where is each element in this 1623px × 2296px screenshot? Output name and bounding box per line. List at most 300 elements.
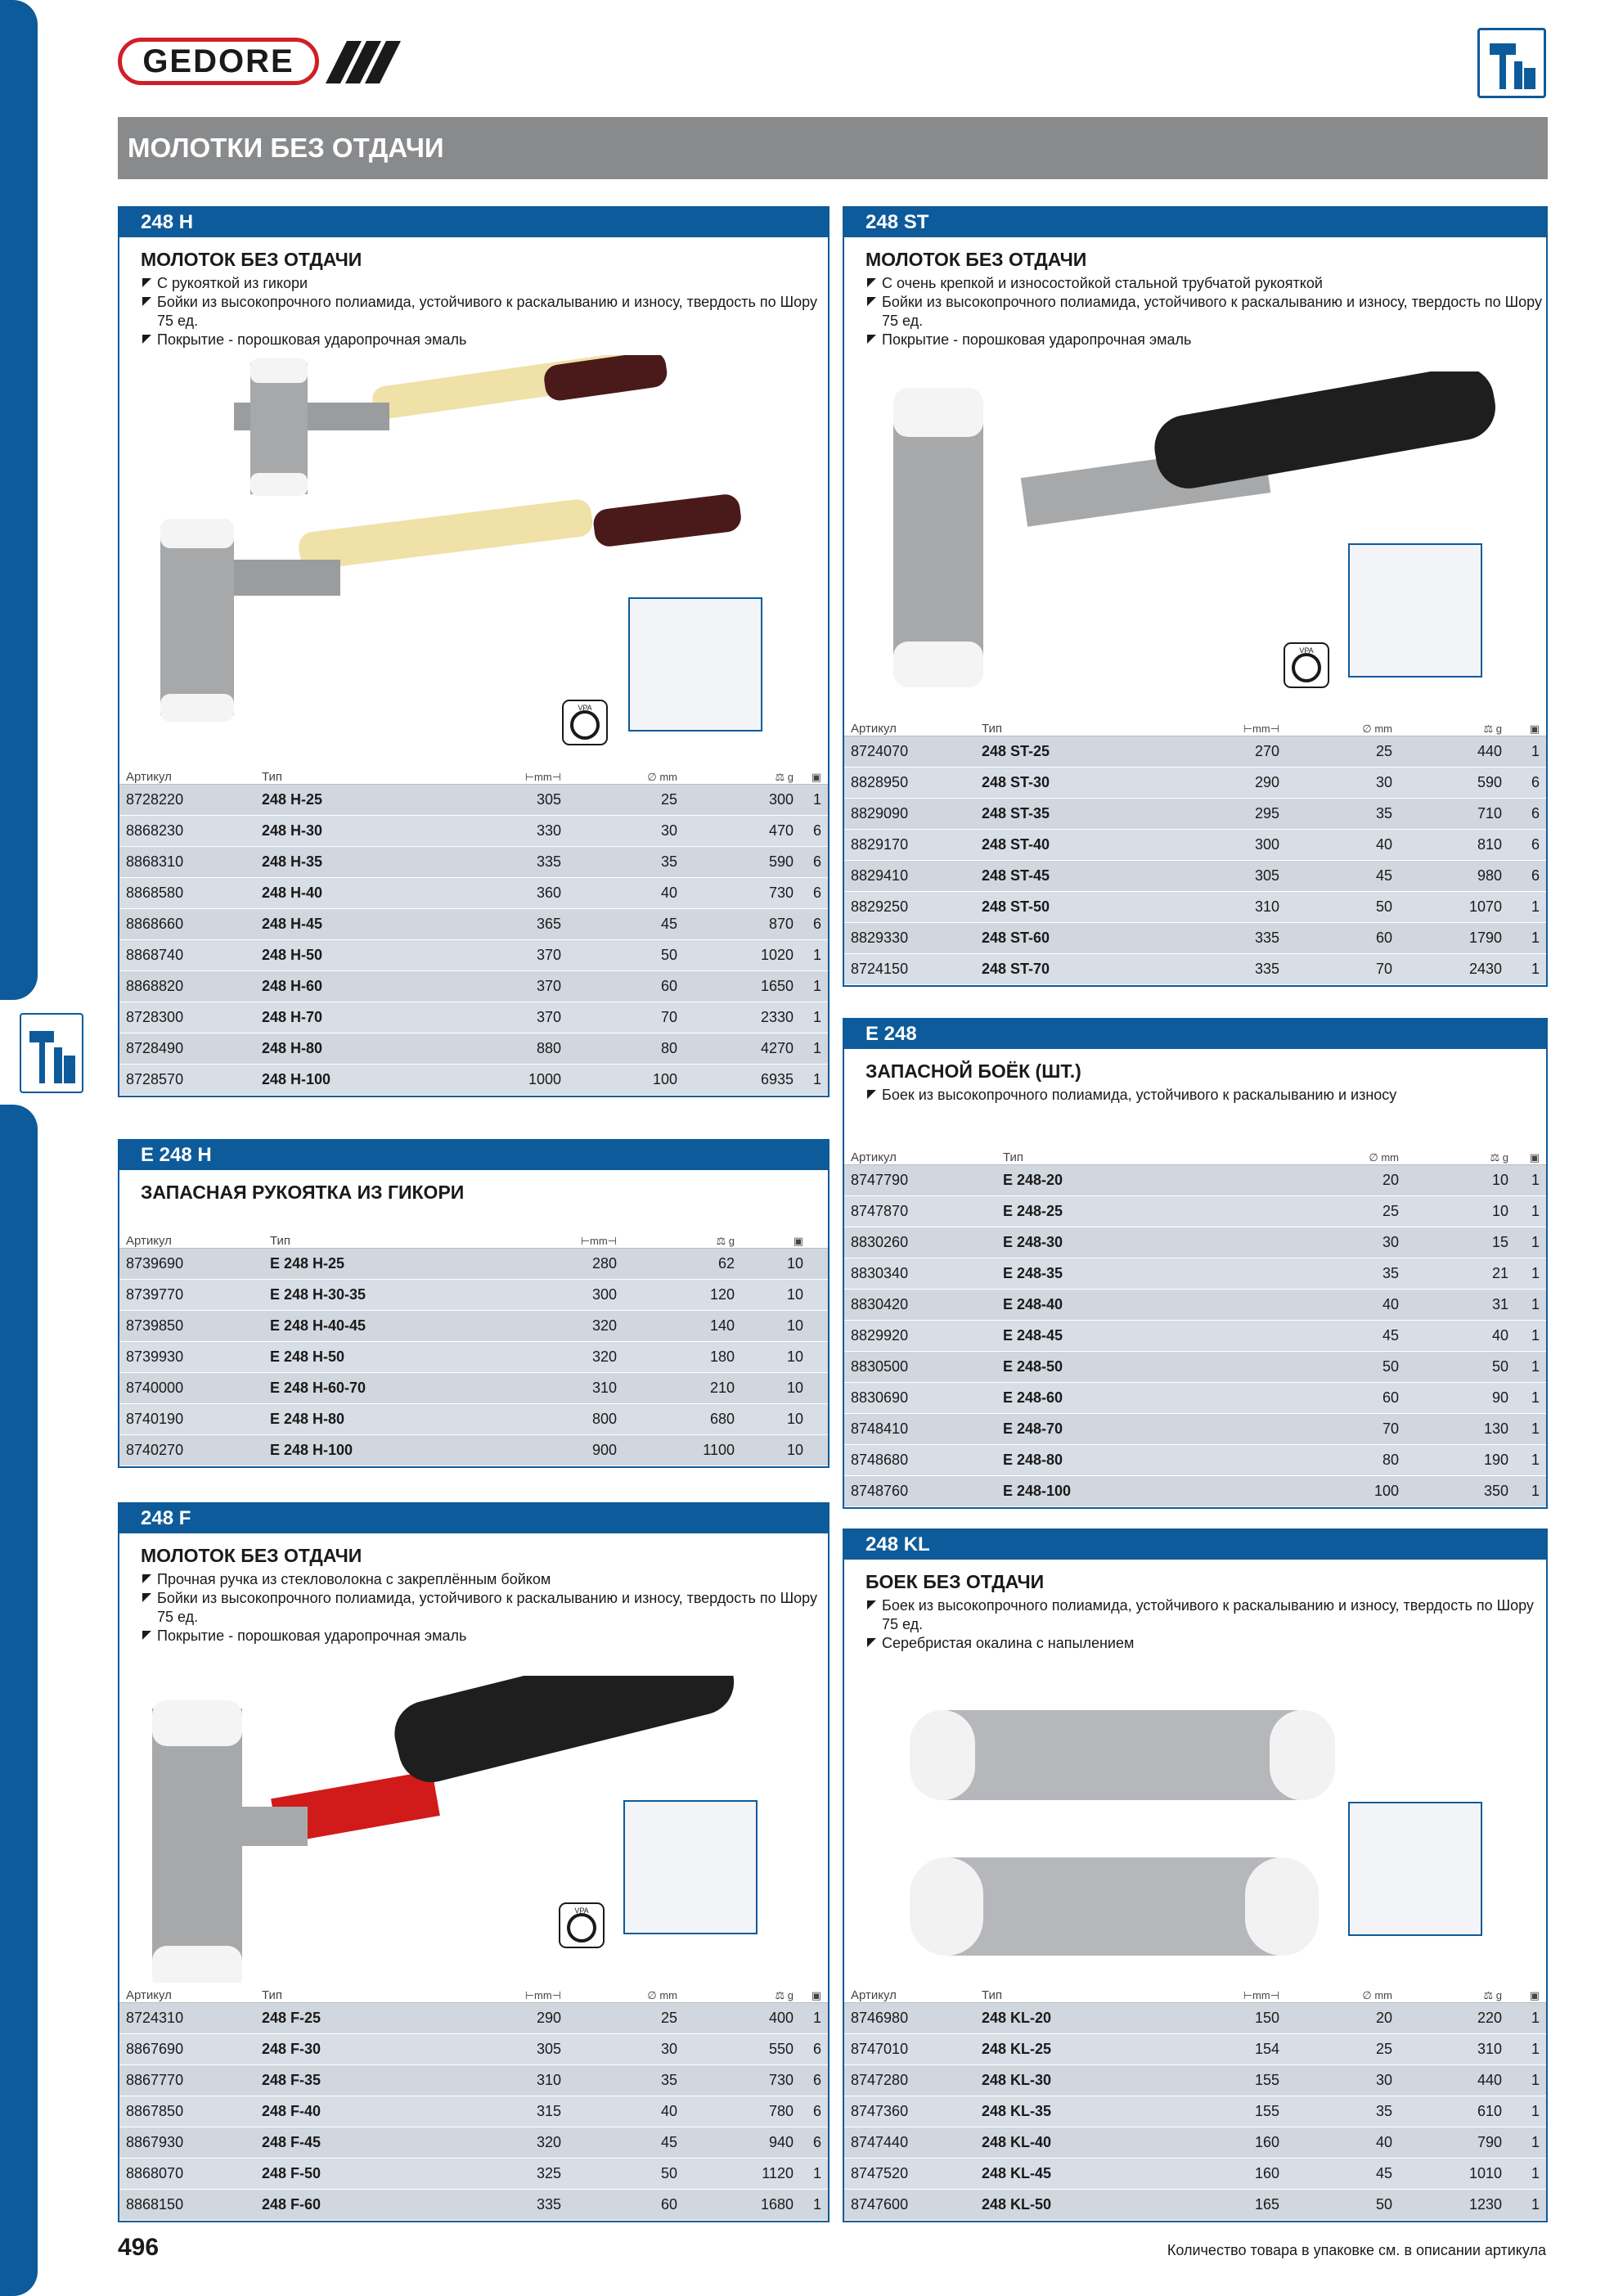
cell-type: E 248 H-80 bbox=[270, 1411, 345, 1427]
cell-wt: 15 bbox=[1491, 1234, 1508, 1250]
cell-art: 8740190 bbox=[126, 1411, 184, 1427]
cell-wt: 980 bbox=[1477, 867, 1502, 884]
cell-wt: 62 bbox=[717, 1255, 735, 1272]
cell-wt: 1070 bbox=[1468, 898, 1502, 915]
table-row bbox=[844, 954, 1546, 985]
cell-art: 8868740 bbox=[126, 947, 184, 963]
cell-len: 310 bbox=[591, 1380, 617, 1396]
feature-list bbox=[865, 1086, 1546, 1105]
cell-dia: 25 bbox=[1375, 2041, 1392, 2057]
cell-type: 248 ST-45 bbox=[982, 867, 1050, 884]
cell-dia: 30 bbox=[1375, 774, 1392, 790]
cell-dia: 70 bbox=[1382, 1420, 1399, 1437]
cell-type: 248 ST-70 bbox=[982, 961, 1050, 977]
table-row bbox=[844, 1196, 1546, 1227]
cell-art: 8829090 bbox=[851, 805, 909, 822]
cell-qty: 1 bbox=[1531, 1234, 1540, 1250]
cell-dia: 70 bbox=[1375, 961, 1392, 977]
cell-dia: 45 bbox=[660, 916, 677, 932]
cell-art: 8868150 bbox=[126, 2196, 184, 2213]
section-title: ЗАПАСНАЯ РУКОЯТКА ИЗ ГИКОРИ bbox=[141, 1182, 465, 1203]
section-248f bbox=[118, 1502, 829, 2222]
feature-list bbox=[865, 274, 1546, 349]
column-header-article: Артикул bbox=[126, 1988, 172, 2002]
cell-wt: 10 bbox=[1491, 1203, 1508, 1219]
section-code: E 248 bbox=[844, 1020, 1546, 1049]
cell-wt: 220 bbox=[1477, 2010, 1502, 2026]
cell-len: 325 bbox=[536, 2165, 561, 2181]
cell-len: 155 bbox=[1254, 2072, 1279, 2088]
column-header-type: Тип bbox=[982, 722, 1003, 736]
table-row bbox=[844, 2034, 1546, 2065]
specs-table bbox=[119, 764, 828, 1096]
cell-len: 160 bbox=[1254, 2165, 1279, 2181]
table-row bbox=[844, 861, 1546, 892]
table-row bbox=[844, 1445, 1546, 1476]
cell-wt: 440 bbox=[1477, 743, 1502, 759]
cell-type: 248 KL-35 bbox=[982, 2103, 1052, 2119]
cell-len: 330 bbox=[536, 822, 561, 839]
logo-stripes-icon bbox=[326, 41, 411, 83]
cell-qty: 6 bbox=[812, 916, 821, 932]
cell-wt: 180 bbox=[709, 1348, 735, 1365]
table-row bbox=[844, 2096, 1546, 2127]
cell-qty: 1 bbox=[1531, 1452, 1540, 1468]
cell-type: 248 KL-50 bbox=[982, 2196, 1052, 2213]
cell-qty: 1 bbox=[1531, 1358, 1540, 1375]
footer-note: Количество товара в упаковке см. в описании артикула bbox=[1167, 2242, 1546, 2258]
cell-art: 8740000 bbox=[126, 1380, 184, 1396]
cell-dia: 25 bbox=[660, 791, 677, 808]
table-row bbox=[119, 1002, 828, 1033]
cell-type: E 248-50 bbox=[1003, 1358, 1063, 1375]
column-header-type: Тип bbox=[262, 770, 283, 784]
table-row bbox=[119, 1435, 828, 1466]
cell-qty: 6 bbox=[812, 2072, 821, 2088]
pack-quantity-icon: ▣ bbox=[811, 1989, 821, 2001]
cell-type: 248 F-30 bbox=[262, 2041, 321, 2057]
cell-dia: 35 bbox=[1382, 1265, 1399, 1281]
cell-wt: 120 bbox=[709, 1286, 735, 1303]
table-row bbox=[844, 923, 1546, 954]
cell-qty: 10 bbox=[786, 1286, 803, 1303]
table-row bbox=[119, 2096, 828, 2127]
hammer-inset-image bbox=[1348, 1802, 1482, 1936]
cell-art: 8739930 bbox=[126, 1348, 184, 1365]
cell-wt: 300 bbox=[768, 791, 794, 808]
cell-len: 300 bbox=[591, 1286, 617, 1303]
column-header-article: Артикул bbox=[851, 722, 897, 736]
cell-wt: 400 bbox=[768, 2010, 794, 2026]
cell-art: 8748680 bbox=[851, 1452, 909, 1468]
cell-art: 8829920 bbox=[851, 1327, 909, 1344]
column-header-type: Тип bbox=[982, 1988, 1003, 2002]
cell-art: 8747870 bbox=[851, 1203, 909, 1219]
hammer-category-icon bbox=[1477, 28, 1546, 98]
cell-wt: 1100 bbox=[703, 1442, 735, 1458]
table-row bbox=[119, 2065, 828, 2096]
cell-type: 248 H-45 bbox=[262, 916, 323, 932]
cell-qty: 1 bbox=[1531, 2103, 1540, 2119]
feature-item: Покрытие - порошковая ударопрочная эмаль bbox=[141, 1627, 828, 1645]
table-row bbox=[844, 2159, 1546, 2190]
cell-type: E 248-70 bbox=[1003, 1420, 1063, 1437]
cell-wt: 140 bbox=[709, 1317, 735, 1334]
cell-dia: 20 bbox=[1375, 2010, 1392, 2026]
cell-wt: 2430 bbox=[1468, 961, 1502, 977]
table-row bbox=[844, 736, 1546, 768]
vpa-mark-icon bbox=[558, 1902, 605, 1949]
cell-art: 8724070 bbox=[851, 743, 909, 759]
section-title: МОЛОТОК БЕЗ ОТДАЧИ bbox=[141, 1545, 362, 1566]
cell-type: 248 H-30 bbox=[262, 822, 323, 839]
table-header-row bbox=[844, 716, 1546, 736]
cell-art: 8728570 bbox=[126, 1071, 184, 1087]
cell-len: 335 bbox=[1254, 930, 1279, 946]
diameter-icon: ∅ mm bbox=[1369, 1151, 1399, 1164]
cell-qty: 1 bbox=[812, 1009, 821, 1025]
cell-wt: 780 bbox=[768, 2103, 794, 2119]
cell-type: 248 ST-60 bbox=[982, 930, 1050, 946]
cell-len: 295 bbox=[1254, 805, 1279, 822]
cell-dia: 80 bbox=[1382, 1452, 1399, 1468]
cell-type: 248 F-50 bbox=[262, 2165, 321, 2181]
cell-type: E 248 H-30-35 bbox=[270, 1286, 366, 1303]
cell-type: E 248-40 bbox=[1003, 1296, 1063, 1312]
cell-len: 165 bbox=[1254, 2196, 1279, 2213]
cell-dia: 35 bbox=[1375, 2103, 1392, 2119]
svg-text:VPA: VPA bbox=[1299, 646, 1314, 655]
cell-qty: 1 bbox=[1531, 1327, 1540, 1344]
cell-qty: 6 bbox=[1531, 805, 1540, 822]
cell-qty: 1 bbox=[1531, 2072, 1540, 2088]
cell-wt: 1230 bbox=[1468, 2196, 1502, 2213]
table-row bbox=[119, 847, 828, 878]
cell-art: 8830690 bbox=[851, 1389, 909, 1406]
table-row bbox=[119, 1033, 828, 1065]
cell-art: 8747520 bbox=[851, 2165, 909, 2181]
cell-wt: 350 bbox=[1483, 1483, 1508, 1499]
cell-dia: 50 bbox=[1375, 898, 1392, 915]
column-header-type: Тип bbox=[270, 1234, 291, 1248]
cell-type: 248 H-50 bbox=[262, 947, 323, 963]
diameter-icon: ∅ mm bbox=[1362, 723, 1392, 735]
cell-dia: 45 bbox=[660, 2134, 677, 2150]
weight-icon: ⚖ g bbox=[716, 1235, 735, 1247]
feature-item: Бойки из высокопрочного полиамида, устойчивого к раскалыванию и износу, твердость по Шору 75 ед. bbox=[865, 293, 1546, 331]
section-248kl bbox=[843, 1528, 1548, 2222]
section-code: E 248 H bbox=[119, 1141, 828, 1170]
cell-type: 248 F-25 bbox=[262, 2010, 321, 2026]
cell-qty: 1 bbox=[812, 791, 821, 808]
cell-len: 310 bbox=[536, 2072, 561, 2088]
cell-qty: 10 bbox=[786, 1255, 803, 1272]
cell-type: 248 KL-45 bbox=[982, 2165, 1052, 2181]
table-row bbox=[119, 2003, 828, 2034]
cell-qty: 6 bbox=[1531, 836, 1540, 853]
cell-qty: 6 bbox=[812, 885, 821, 901]
cell-art: 8829330 bbox=[851, 930, 909, 946]
specs-table bbox=[119, 1983, 828, 2221]
feature-item: Бойки из высокопрочного полиамида, устойчивого к раскалыванию и износу, твердость по Шору 75 ед. bbox=[141, 1589, 828, 1627]
cell-type: 248 H-60 bbox=[262, 978, 323, 994]
cell-art: 8868660 bbox=[126, 916, 184, 932]
hammer-inset-image bbox=[1348, 543, 1482, 678]
cell-dia: 40 bbox=[1375, 2134, 1392, 2150]
hammer-inset-image bbox=[623, 1800, 758, 1934]
table-row bbox=[844, 799, 1546, 830]
section-title: МОЛОТОК БЕЗ ОТДАЧИ bbox=[865, 249, 1087, 270]
cell-dia: 40 bbox=[1382, 1296, 1399, 1312]
cell-art: 8829410 bbox=[851, 867, 909, 884]
cell-type: 248 H-25 bbox=[262, 791, 323, 808]
table-row bbox=[119, 2190, 828, 2221]
pack-quantity-icon: ▣ bbox=[1529, 1151, 1540, 1164]
table-header-row bbox=[119, 1983, 828, 2003]
cell-len: 320 bbox=[536, 2134, 561, 2150]
table-row bbox=[119, 2159, 828, 2190]
cell-type: 248 ST-50 bbox=[982, 898, 1050, 915]
cell-len: 335 bbox=[536, 2196, 561, 2213]
cell-qty: 6 bbox=[1531, 867, 1540, 884]
table-row bbox=[844, 2003, 1546, 2034]
cell-qty: 1 bbox=[812, 978, 821, 994]
cell-type: 248 ST-35 bbox=[982, 805, 1050, 822]
table-row bbox=[119, 2034, 828, 2065]
column-header-type: Тип bbox=[262, 1988, 283, 2002]
table-row bbox=[119, 1342, 828, 1373]
cell-len: 160 bbox=[1254, 2134, 1279, 2150]
table-row bbox=[844, 2065, 1546, 2096]
cell-type: 248 F-60 bbox=[262, 2196, 321, 2213]
cell-wt: 590 bbox=[768, 853, 794, 870]
section-title: ЗАПАСНОЙ БОЁК (ШТ.) bbox=[865, 1060, 1081, 1082]
cell-dia: 25 bbox=[1382, 1203, 1399, 1219]
length-icon: ⊢mm⊣ bbox=[524, 771, 561, 783]
cell-dia: 100 bbox=[652, 1071, 677, 1087]
table-row bbox=[119, 1065, 828, 1096]
cell-type: 248 H-70 bbox=[262, 1009, 323, 1025]
cell-wt: 4270 bbox=[760, 1040, 794, 1056]
cell-len: 900 bbox=[591, 1442, 617, 1458]
cell-len: 360 bbox=[536, 885, 561, 901]
weight-icon: ⚖ g bbox=[1483, 723, 1502, 735]
cell-dia: 45 bbox=[1382, 1327, 1399, 1344]
cell-qty: 1 bbox=[812, 1040, 821, 1056]
cell-wt: 2330 bbox=[760, 1009, 794, 1025]
table-row bbox=[844, 1165, 1546, 1196]
table-header-row bbox=[844, 1145, 1546, 1165]
cell-art: 8746980 bbox=[851, 2010, 909, 2026]
cell-dia: 30 bbox=[1382, 1234, 1399, 1250]
section-title: БОЕК БЕЗ ОТДАЧИ bbox=[865, 1571, 1045, 1592]
cell-len: 280 bbox=[591, 1255, 617, 1272]
cell-art: 8739850 bbox=[126, 1317, 184, 1334]
svg-text:VPA: VPA bbox=[574, 1907, 589, 1915]
cell-len: 880 bbox=[536, 1040, 561, 1056]
cell-len: 1000 bbox=[528, 1071, 561, 1087]
cell-type: 248 F-35 bbox=[262, 2072, 321, 2088]
cell-type: E 248-30 bbox=[1003, 1234, 1063, 1250]
cell-qty: 1 bbox=[1531, 898, 1540, 915]
cell-dia: 60 bbox=[1375, 930, 1392, 946]
cell-len: 800 bbox=[591, 1411, 617, 1427]
cell-art: 8829170 bbox=[851, 836, 909, 853]
table-row bbox=[119, 2127, 828, 2159]
cell-len: 370 bbox=[536, 1009, 561, 1025]
feature-list bbox=[141, 274, 828, 349]
cell-dia: 30 bbox=[1375, 2072, 1392, 2088]
cell-dia: 40 bbox=[660, 885, 677, 901]
cell-qty: 1 bbox=[812, 2196, 821, 2213]
cell-type: 248 F-45 bbox=[262, 2134, 321, 2150]
cell-art: 8724310 bbox=[126, 2010, 184, 2026]
cell-type: 248 ST-40 bbox=[982, 836, 1050, 853]
cell-len: 335 bbox=[1254, 961, 1279, 977]
cell-dia: 50 bbox=[1375, 2196, 1392, 2213]
table-row bbox=[844, 1383, 1546, 1414]
cell-qty: 1 bbox=[1531, 2196, 1540, 2213]
cell-qty: 6 bbox=[812, 2134, 821, 2150]
cell-wt: 680 bbox=[709, 1411, 735, 1427]
table-row bbox=[119, 1311, 828, 1342]
cell-wt: 50 bbox=[1491, 1358, 1508, 1375]
cell-type: E 248 H-40-45 bbox=[270, 1317, 366, 1334]
hammer-head-248kl-image bbox=[893, 1694, 1351, 1972]
table-row bbox=[119, 878, 828, 909]
cell-wt: 790 bbox=[1477, 2134, 1502, 2150]
cell-art: 8868580 bbox=[126, 885, 184, 901]
cell-dia: 20 bbox=[1382, 1172, 1399, 1188]
pack-quantity-icon: ▣ bbox=[1529, 1989, 1540, 2001]
vpa-mark-icon bbox=[1283, 642, 1330, 689]
cell-qty: 1 bbox=[1531, 1420, 1540, 1437]
cell-art: 8829250 bbox=[851, 898, 909, 915]
cell-wt: 90 bbox=[1491, 1389, 1508, 1406]
page-title: МОЛОТКИ БЕЗ ОТДАЧИ bbox=[118, 117, 1548, 179]
cell-type: E 248 H-60-70 bbox=[270, 1380, 366, 1396]
cell-dia: 35 bbox=[660, 853, 677, 870]
gedore-logo bbox=[118, 38, 319, 85]
table-row bbox=[119, 940, 828, 971]
table-row bbox=[844, 1321, 1546, 1352]
feature-item: С очень крепкой и износостойкой стальной трубчатой рукояткой bbox=[865, 274, 1546, 293]
cell-wt: 1120 bbox=[762, 2165, 794, 2181]
cell-dia: 30 bbox=[660, 2041, 677, 2057]
cell-type: 248 F-40 bbox=[262, 2103, 321, 2119]
cell-qty: 1 bbox=[812, 1071, 821, 1087]
cell-len: 300 bbox=[1254, 836, 1279, 853]
feature-item: Серебристая окалина с напылением bbox=[865, 1634, 1546, 1653]
table-row bbox=[119, 816, 828, 847]
cell-art: 8868310 bbox=[126, 853, 184, 870]
cell-len: 320 bbox=[591, 1348, 617, 1365]
pack-quantity-icon: ▣ bbox=[811, 771, 821, 783]
specs-table bbox=[844, 1145, 1546, 1507]
cell-wt: 610 bbox=[1477, 2103, 1502, 2119]
cell-qty: 1 bbox=[1531, 961, 1540, 977]
cell-type: 248 KL-25 bbox=[982, 2041, 1052, 2057]
feature-list bbox=[141, 1570, 828, 1645]
cell-dia: 25 bbox=[660, 2010, 677, 2026]
cell-art: 8830420 bbox=[851, 1296, 909, 1312]
section-title: МОЛОТОК БЕЗ ОТДАЧИ bbox=[141, 249, 362, 270]
cell-qty: 1 bbox=[1531, 1265, 1540, 1281]
table-row bbox=[119, 785, 828, 816]
cell-qty: 1 bbox=[1531, 1172, 1540, 1188]
cell-qty: 1 bbox=[1531, 1203, 1540, 1219]
cell-dia: 60 bbox=[660, 978, 677, 994]
cell-wt: 21 bbox=[1491, 1265, 1508, 1281]
feature-item: Прочная ручка из стекловолокна с закреплённым бойком bbox=[141, 1570, 828, 1589]
feature-item: С рукояткой из гикори bbox=[141, 274, 828, 293]
cell-qty: 1 bbox=[1531, 743, 1540, 759]
cell-type: E 248-60 bbox=[1003, 1389, 1063, 1406]
cell-dia: 40 bbox=[660, 2103, 677, 2119]
cell-len: 315 bbox=[536, 2103, 561, 2119]
section-code: 248 H bbox=[119, 208, 828, 237]
cell-len: 370 bbox=[536, 978, 561, 994]
cell-qty: 1 bbox=[1531, 2165, 1540, 2181]
table-row bbox=[119, 909, 828, 940]
section-248h bbox=[118, 206, 829, 1097]
cell-wt: 1010 bbox=[1468, 2165, 1502, 2181]
cell-type: E 248 H-100 bbox=[270, 1442, 353, 1458]
cell-dia: 25 bbox=[1375, 743, 1392, 759]
cell-wt: 440 bbox=[1477, 2072, 1502, 2088]
section-code: 248 ST bbox=[844, 208, 1546, 237]
cell-type: 248 KL-30 bbox=[982, 2072, 1052, 2088]
side-tab-upper bbox=[0, 0, 38, 1000]
cell-qty: 1 bbox=[1531, 2041, 1540, 2057]
cell-art: 8747280 bbox=[851, 2072, 909, 2088]
brand-name: GEDORE bbox=[142, 43, 294, 79]
table-row bbox=[844, 2190, 1546, 2221]
cell-wt: 31 bbox=[1491, 1296, 1508, 1312]
cell-art: 8867690 bbox=[126, 2041, 184, 2057]
cell-len: 370 bbox=[536, 947, 561, 963]
table-header-row bbox=[119, 1228, 828, 1249]
cell-wt: 940 bbox=[768, 2134, 794, 2150]
cell-art: 8867770 bbox=[126, 2072, 184, 2088]
cell-qty: 1 bbox=[812, 947, 821, 963]
cell-art: 8868230 bbox=[126, 822, 184, 839]
cell-dia: 45 bbox=[1375, 867, 1392, 884]
feature-item: Боек из высокопрочного полиамида, устойчивого к раскалыванию и износу bbox=[865, 1086, 1546, 1105]
cell-len: 365 bbox=[536, 916, 561, 932]
cell-len: 290 bbox=[1254, 774, 1279, 790]
column-header-article: Артикул bbox=[851, 1988, 897, 2002]
table-row bbox=[844, 830, 1546, 861]
cell-qty: 1 bbox=[812, 2010, 821, 2026]
cell-art: 8728300 bbox=[126, 1009, 184, 1025]
cell-art: 8830260 bbox=[851, 1234, 909, 1250]
cell-type: E 248-25 bbox=[1003, 1203, 1063, 1219]
feature-item: Бойки из высокопрочного полиамида, устойчивого к раскалыванию и износу, твердость по Шору 75 ед. bbox=[141, 293, 828, 331]
cell-len: 310 bbox=[1254, 898, 1279, 915]
table-header-row bbox=[844, 1983, 1546, 2003]
hammer-inset-image bbox=[628, 597, 762, 732]
cell-qty: 1 bbox=[1531, 1296, 1540, 1312]
cell-wt: 1020 bbox=[760, 947, 794, 963]
cell-qty: 6 bbox=[1531, 774, 1540, 790]
cell-qty: 6 bbox=[812, 2041, 821, 2057]
section-248st bbox=[843, 206, 1548, 987]
pack-quantity-icon: ▣ bbox=[793, 1235, 803, 1247]
cell-type: E 248 H-50 bbox=[270, 1348, 345, 1365]
cell-dia: 100 bbox=[1373, 1483, 1399, 1499]
table-row bbox=[844, 1227, 1546, 1258]
